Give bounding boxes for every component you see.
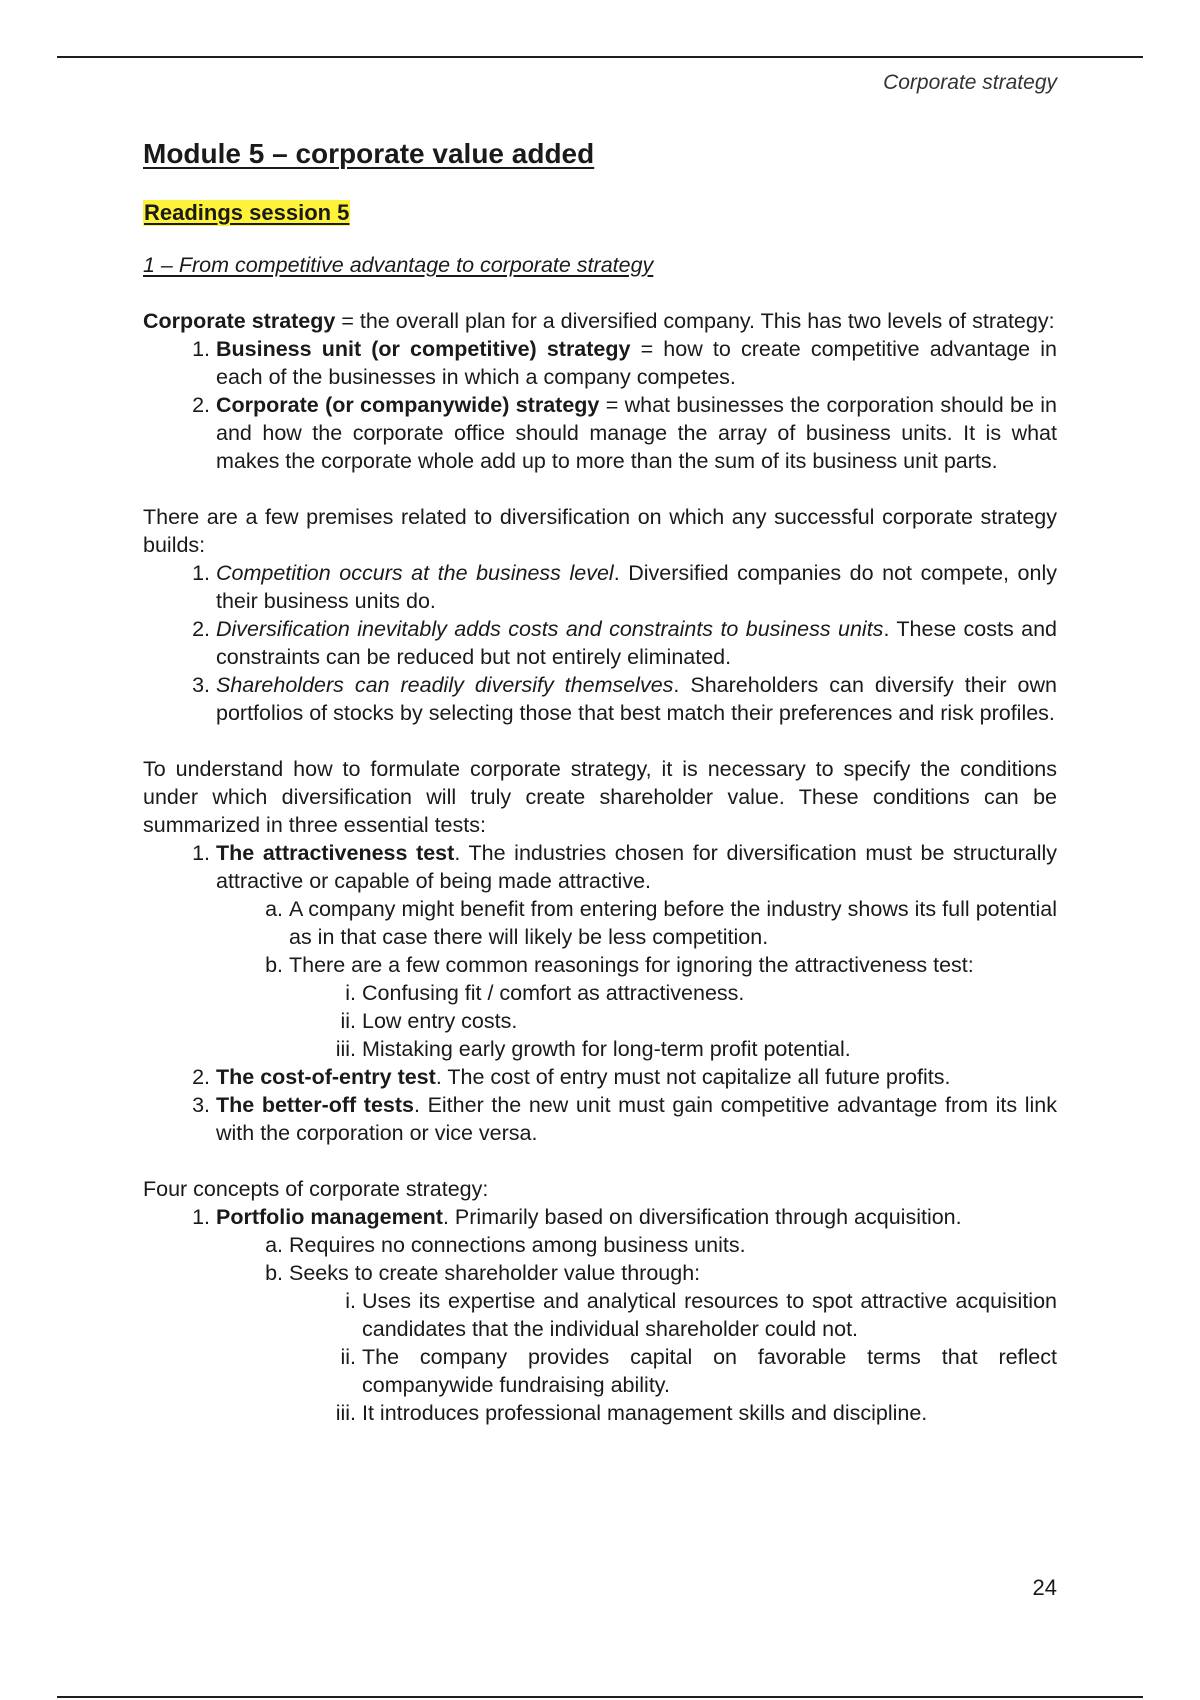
page-content [143,137,1057,1455]
list-item-term: The better-off tests [216,1093,414,1117]
subsub-list-item: i. Confusing fit / comfort as attractiveness. [362,979,1057,1007]
list-item-term: The attractiveness test [216,841,455,865]
tests-paragraph: To understand how to formulate corporate strategy, it is necessary to specify the conditions under which diversification will truly create shareholder value. These conditions can be summarized in three essential tests: [143,757,1057,837]
list-item [216,335,1057,391]
subsub-list-item: iii. Mistaking early growth for long-term profit potential. [362,1035,1057,1063]
sub-list-item [289,1231,1057,1259]
list-item-text: = how to create competitive advantage in each of the businesses in which a company competes. [216,337,1057,389]
running-header: Corporate strategy [883,71,1057,94]
readings-wrap [143,199,1057,227]
intro-text: = the overall plan for a diversified company. This has two levels of strategy: [335,309,1055,333]
value-creation-sublist [289,1287,1057,1427]
page-number: 24 [1032,1575,1057,1600]
sub-list-item-text: There are a few common reasonings for ignoring the attractiveness test: [289,953,974,977]
list-item-text: . The industries chosen for diversification must be structurally attractive or capable of being made attractive. [216,841,1057,893]
sub-list-item [289,1259,1057,1427]
list-item-text: . Shareholders can diversify their own portfolios of stocks by selecting those that best match their preferences and risk profiles. [216,673,1057,725]
list-item [216,1203,1057,1427]
header-rule [57,56,1143,58]
concepts-list [143,1203,1057,1427]
sub-list-item [289,951,1057,1063]
list-item-text: . These costs and constraints can be reduced but not entirely eliminated. [216,617,1058,669]
subsub-list-item: ii. Low entry costs. [362,1007,1057,1035]
list-item [216,615,1057,671]
sub-list-item [289,895,1057,951]
list-item-term: Portfolio management [216,1205,443,1229]
list-item [216,559,1057,615]
list-item [216,671,1057,727]
portfolio-sublist [216,1231,1057,1427]
premises-paragraph: There are a few premises related to diversification on which any successful corporate strategy builds: [143,505,1057,557]
footer-rule [57,1696,1143,1698]
list-item [216,1091,1057,1147]
list-item-text: . Primarily based on diversification through acquisition. [442,1205,962,1229]
subsub-list-item: iii. It introduces professional management skills and discipline. [362,1399,1057,1427]
premises-list [143,559,1057,727]
list-item-text: . The cost of entry must not capitalize all future profits. [435,1065,951,1089]
premises-block [143,503,1057,727]
list-item [216,839,1057,1063]
sub-list-item-text: A company might benefit from entering before the industry shows its full potential as in that case there will likely be less competition. [289,897,1057,949]
subsub-list-item: i. Uses its expertise and analytical resources to spot attractive acquisition candidates that the individual shareholder could not. [362,1287,1057,1343]
tests-block [143,755,1057,1147]
intro-paragraph [143,307,1057,335]
concepts-block [143,1175,1057,1427]
attractiveness-sublist [216,895,1057,1063]
subsub-list-item: ii. The company provides capital on favorable terms that reflect companywide fundraising ability. [362,1343,1057,1399]
list-item-term: Shareholders can readily diversify themselves [216,673,674,697]
list-item-term: Diversification inevitably adds costs and constraints to business units [216,617,884,641]
list-item-text: . Diversified companies do not compete, only their business units do. [216,561,1057,613]
module-title: Module 5 – corporate value added [143,138,595,169]
reasonings-sublist [289,979,1057,1063]
list-item-text: = what businesses the corporation should be in and how the corporate office should manage the array of business units. It is what makes the corporate whole add up to more than the sum of its business unit parts. [216,393,1058,473]
intro-block [143,307,1057,475]
section-title: 1 – From competitive advantage to corporate strategy [143,253,654,277]
sub-list-item-text: Requires no connections among business units. [289,1233,746,1257]
intro-list [143,335,1057,475]
list-item [216,391,1057,475]
sub-list-item-text: Seeks to create shareholder value through: [289,1261,701,1285]
list-item-term: The cost-of-entry test [216,1065,436,1089]
list-item-term: Corporate (or companywide) strategy [216,393,600,417]
list-item-term: Competition occurs at the business level [216,561,614,585]
readings-label: Readings session 5 [144,200,350,225]
tests-list [143,839,1057,1147]
list-item [216,1063,1057,1091]
list-item-text: . Either the new unit must gain competitive advantage from its link with the corporation or vice versa. [216,1093,1057,1145]
intro-term: Corporate strategy [143,309,336,333]
list-item-term: Business unit (or competitive) strategy [216,337,631,361]
concepts-paragraph: Four concepts of corporate strategy: [143,1177,489,1201]
